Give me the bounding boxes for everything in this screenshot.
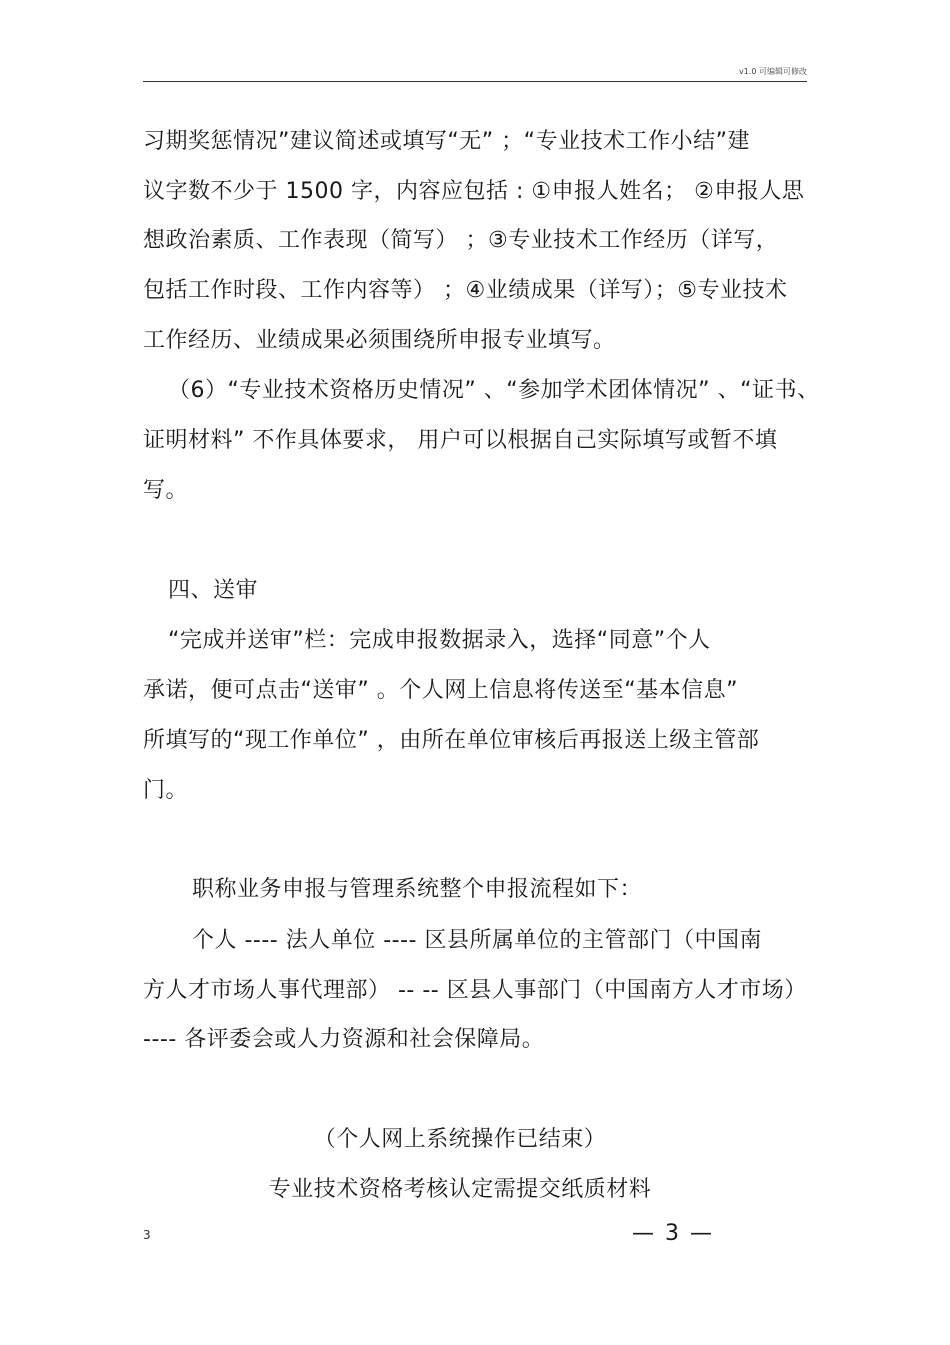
paragraph-line: （6）“专业技术资格历史情况” 、“参加学术团体情况” 、“证书、 [168, 378, 820, 403]
next-section-title: 专业技术资格考核认定需提交纸质材料 [268, 1177, 652, 1202]
page-number-small: 3 [143, 1228, 151, 1242]
section-heading: 四、送审 [168, 578, 259, 603]
paragraph-line: 方人才市场人事代理部） -- -- 区县人事部门（中国南方人才市场） [143, 978, 807, 1003]
paragraph-line: 证明材料” 不作具体要求， 用户可以根据自己实际填写或暂不填 [143, 428, 778, 453]
paragraph-line: 包括工作时段、工作内容等） ；④业绩成果（详写）；⑤专业技术 [143, 278, 788, 303]
paragraph-line: 个人 ---- 法人单位 ---- 区县所属单位的主管部门（中国南 [192, 928, 762, 953]
paragraph-line: 写。 [143, 478, 189, 503]
header-divider [143, 81, 807, 82]
paragraph-line: 工作经历、业绩成果必须围绕所申报专业填写。 [143, 328, 616, 353]
page-number: — 3 — [632, 1221, 714, 1246]
paragraph-line: 议字数不少于 1500 字，内容应包括 : ①申报人姓名； ②申报人思 [143, 179, 805, 204]
header-version-note: v1.0 可编辑可修改 [739, 67, 807, 76]
paragraph-line: ---- 各评委会或人力资源和社会保障局。 [143, 1027, 545, 1052]
paragraph-line: 职称业务申报与管理系统整个申报流程如下： [192, 877, 643, 902]
end-note: （个人网上系统操作已结束） [313, 1127, 607, 1152]
paragraph-line: 所填写的“现工作单位” ，由所在单位审核后再报送上级主管部 [143, 728, 760, 753]
paragraph-line: 习期奖惩情况”建议简述或填写“无” ；“专业技术工作小结”建 [143, 129, 750, 154]
paragraph-line: 承诺，便可点击“送审” 。个人网上信息将传送至“基本信息” [143, 678, 739, 703]
paragraph-line: “完成并送审”栏：完成申报数据录入，选择“同意”个人 [168, 628, 711, 653]
paragraph-line: 门。 [143, 778, 189, 803]
paragraph-line: 想政治素质、工作表现（简写） ；③专业技术工作经历（详写， [143, 228, 779, 253]
